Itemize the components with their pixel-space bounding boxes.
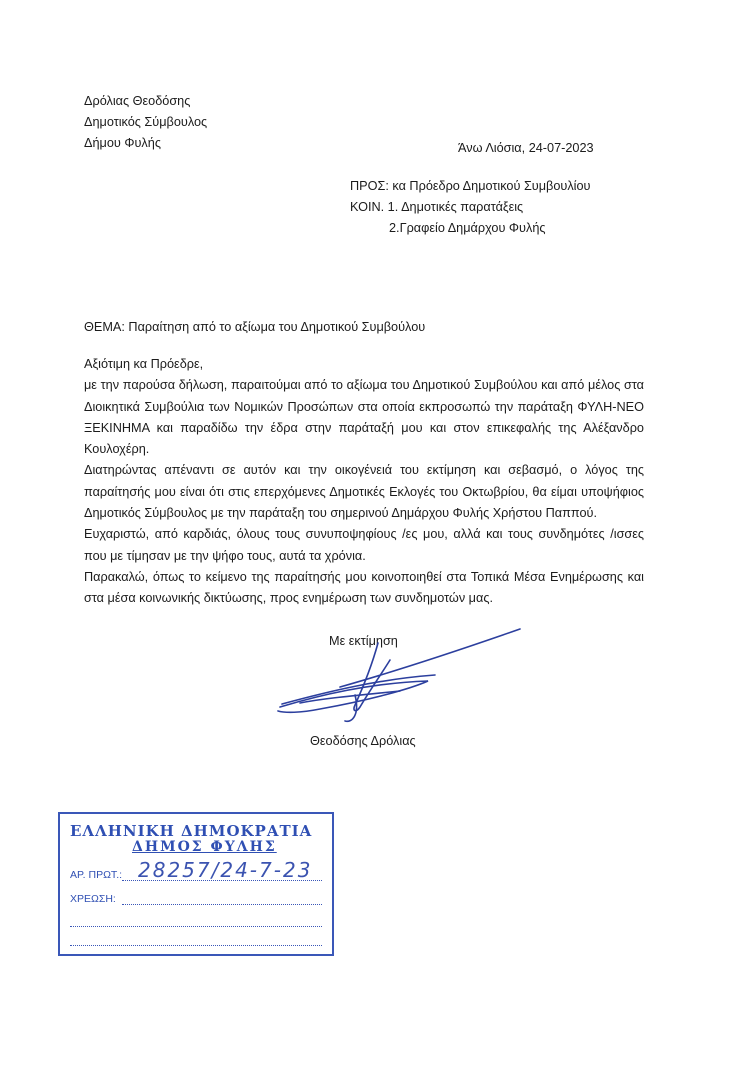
recipient-to: ΠΡΟΣ: κα Πρόεδρο Δημοτικού Συμβουλίου (350, 179, 591, 193)
stamp-blank-line-2 (70, 945, 322, 946)
stamp-line-2: ΔΗΜΟΣ ΦΥΛΗΣ (132, 839, 277, 855)
sender-block (84, 91, 207, 154)
body-paragraph-1: με την παρούσα δήλωση, παραιτούμαι από το αξίωμα του Δημοτικού Συμβούλου και από μέλος στα Διοικητικά Συμβούλια των Νομικών Προσώπων στα οποία εκπροσωπώ την παράταξη ΦΥΛΗ-ΝΕΟ ΞΕΚΙΝΗΜΑ και παραδίδω την έδρα στην παράταξή μου και στον επικεφαλής της Αλέξανδρο Κουλοχέρη. (84, 378, 644, 457)
sender-name: Δρόλιας Θεοδόσης (84, 94, 191, 108)
salutation: Αξιότιμη κα Πρόεδρε, (84, 357, 204, 371)
stamp-protocol-label: ΑΡ. ΠΡΩΤ.: (70, 869, 123, 881)
stamp-line-1: ΕΛΛΗΝΙΚΗ ΔΗΜΟΚΡΑΤΙΑ (70, 822, 313, 840)
registry-stamp (58, 812, 334, 956)
closing: Με εκτίμηση (329, 634, 398, 648)
body-paragraph-4: Παρακαλώ, όπως το κείμενο της παραίτησής μου κοινοποιηθεί στα Τοπικά Μέσα Ενημέρωσης και στα μέσα κοινωνικής δικτύωσης, προς ενημέρωση των συνδημοτών μας. (84, 569, 644, 606)
place-date: Άνω Λιόσια, 24-07-2023 (458, 141, 594, 155)
stamp-protocol-handwritten: 28257/24-7-23 (138, 858, 313, 882)
recipient-cc1: ΚΟΙΝ. 1. Δημοτικές παρατάξεις (350, 200, 524, 214)
signatory-name: Θεοδόσης Δρόλιας (310, 734, 416, 748)
sender-role: Δημοτικός Σύμβουλος (84, 115, 208, 129)
letter-body (84, 354, 644, 610)
recipients-block (350, 176, 591, 239)
stamp-charge-dots (122, 904, 322, 905)
sender-municipality: Δήμου Φυλής (84, 136, 161, 150)
signature-icon (260, 625, 530, 725)
body-paragraph-3: Ευχαριστώ, από καρδιάς, όλους τους συνυποψηφίους /ες μου, αλλά και τους συνδημότες /ισσες που με τίμησαν με την ψήφο τους, αυτά τα χρόνια. (84, 527, 644, 563)
subject-line: ΘΕΜΑ: Παραίτηση από το αξίωμα του Δημοτικού Συμβούλου (84, 320, 426, 334)
body-paragraph-2: Διατηρώντας απέναντι σε αυτόν και την οικογένειά του εκτίμηση και σεβασμό, ο λόγος της παραίτησής μου είναι ότι στις επερχόμενες Δημοτικές Εκλογές του Οκτωβρίου, θα είμαι υποψήφιος Δημοτικός Σύμβουλος με την παράταξη του σημερινού Δημάρχου Φυλής Χρήστου Παππού. (84, 463, 644, 521)
stamp-charge-label: ΧΡΕΩΣΗ: (70, 893, 116, 905)
recipient-cc2: 2.Γραφείο Δημάρχου Φυλής (389, 221, 546, 235)
stamp-blank-line-1 (70, 926, 322, 927)
